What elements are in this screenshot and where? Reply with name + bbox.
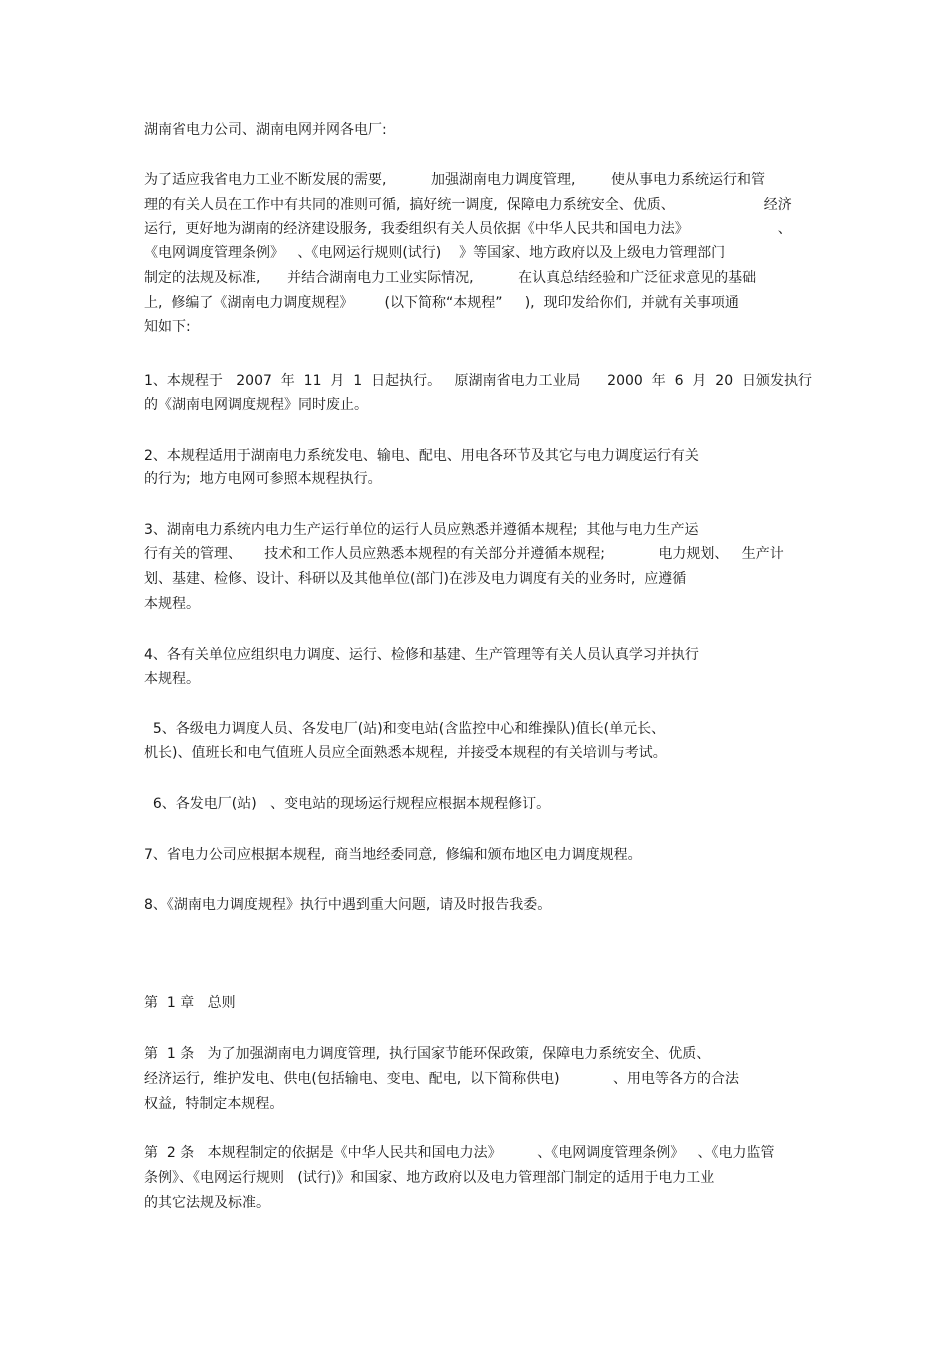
paragraph-line: 4、各有关单位应组织电力调度、运行、检修和基建、生产管理等有关人员认真学习并执行: [144, 647, 699, 663]
paragraph-line: 条例》、《电网运行规则 (试行)》和国家、地方政府以及电力管理部门制定的适用于电力工业: [144, 1170, 715, 1186]
paragraph-line: 6、各发电厂(站) 、变电站的现场运行规程应根据本规程修订。: [144, 796, 551, 812]
paragraph-line: 的《湖南电网调度规程》同时废止。: [144, 397, 368, 413]
paragraph-line: 5、各级电力调度人员、各发电厂(站)和变电站(含监控中心和维操队)值长(单元长、: [144, 721, 666, 737]
paragraph-line: 机长)、值班长和电气值班人员应全面熟悉本规程, 并接受本规程的有关培训与考试。: [144, 745, 667, 761]
paragraph-line: 3、湖南电力系统内电力生产运行单位的运行人员应熟悉并遵循本规程; 其他与电力生产运: [144, 522, 699, 538]
paragraph-line: 的其它法规及标准。: [144, 1195, 270, 1211]
chapter-title: 第 1 章 总则: [144, 995, 236, 1011]
paragraph-line: 上, 修编了《湖南电力调度规程》 (以下简称“本规程” ), 现印发给你们, 并就有关事项通: [144, 295, 739, 311]
paragraph-line: 本规程。: [144, 596, 200, 612]
paragraph-line: 的行为; 地方电网可参照本规程执行。: [144, 471, 382, 487]
paragraph-line: 制定的法规及标准, 并结合湖南电力工业实际情况, 在认真总结经验和广泛征求意见的基础: [144, 270, 757, 286]
paragraph-line: 经济运行, 维护发电、供电(包括输电、变电、配电, 以下简称供电) 、用电等各方的合法: [144, 1071, 740, 1087]
paragraph-line: 《电网调度管理条例》 、《电网运行规则(试行) 》等国家、地方政府以及上级电力管理部门: [144, 245, 726, 261]
paragraph-line: 为了适应我省电力工业不断发展的需要, 加强湖南电力调度管理, 使从事电力系统运行和管: [144, 172, 766, 188]
paragraph-line: 知如下:: [144, 319, 191, 335]
paragraph-line: 理的有关人员在工作中有共同的准则可循, 搞好统一调度, 保障电力系统安全、优质、 经济: [144, 197, 792, 213]
paragraph-line: 第 2 条 本规程制定的依据是《中华人民共和国电力法》 、《电网调度管理条例》 、《电力监管: [144, 1145, 775, 1161]
paragraph-line: 运行, 更好地为湖南的经济建设服务, 我委组织有关人员依据《中华人民共和国电力法》 、: [144, 221, 792, 237]
paragraph-line: 7、省电力公司应根据本规程, 商当地经委同意, 修编和颁布地区电力调度规程。: [144, 847, 642, 863]
paragraph-line: 本规程。: [144, 671, 200, 687]
paragraph-line: 8、《湖南电力调度规程》执行中遇到重大问题, 请及时报告我委。: [144, 897, 552, 913]
paragraph-line: 行有关的管理、 技术和工作人员应熟悉本规程的有关部分并遵循本规程; 电力规划、 生产计: [144, 546, 784, 562]
paragraph-line: 权益, 特制定本规程。: [144, 1096, 284, 1112]
paragraph-line: 第 1 条 为了加强湖南电力调度管理, 执行国家节能环保政策, 保障电力系统安全、优质、: [144, 1046, 711, 1062]
salutation: 湖南省电力公司、湖南电网并网各电厂:: [144, 122, 387, 138]
paragraph-line: 1、本规程于 2007 年 11 月 1 日起执行。 原湖南省电力工业局 2000 年 6 月 20 日颁发执行: [144, 373, 813, 389]
paragraph-line: 划、基建、检修、设计、科研以及其他单位(部门)在涉及电力调度有关的业务时, 应遵循: [144, 571, 687, 587]
paragraph-line: 2、本规程适用于湖南电力系统发电、输电、配电、用电各环节及其它与电力调度运行有关: [144, 448, 699, 464]
